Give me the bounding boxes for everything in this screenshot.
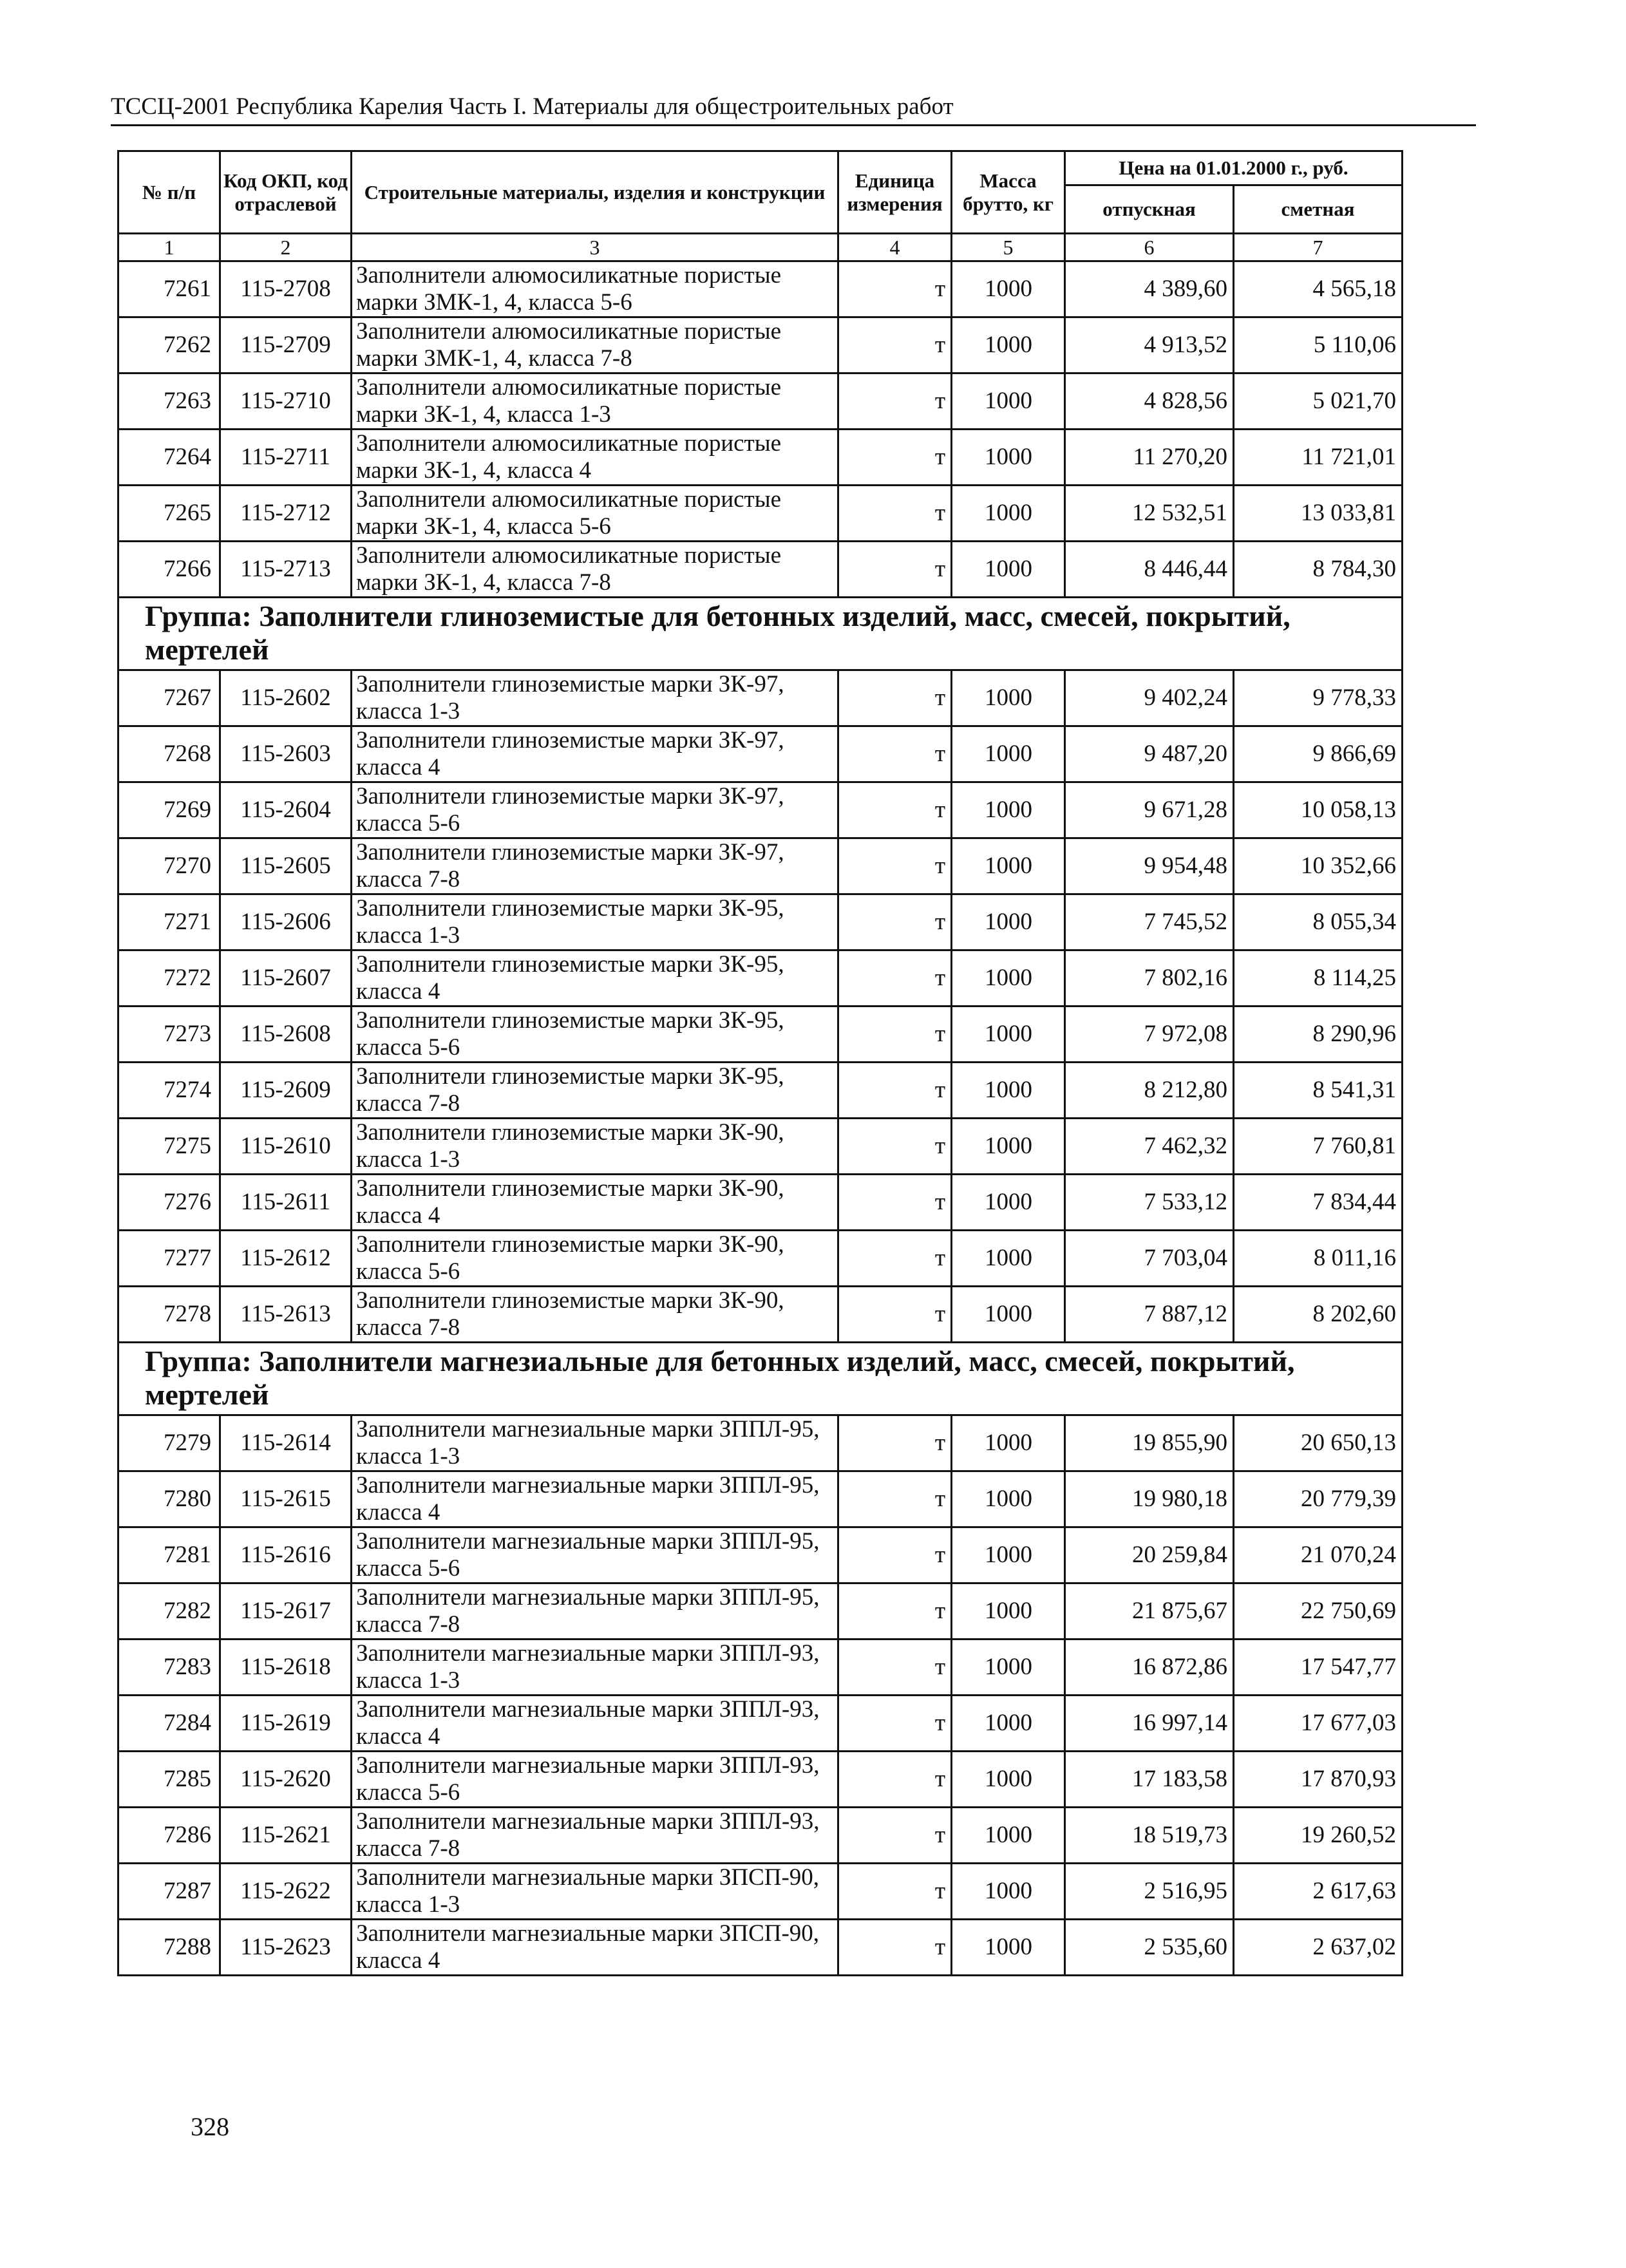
row-price-release: 7 745,52 xyxy=(1065,894,1234,950)
row-price-estimate: 2 637,02 xyxy=(1234,1920,1403,1976)
row-price-estimate: 8 114,25 xyxy=(1234,950,1403,1006)
row-mass: 1000 xyxy=(952,726,1065,782)
row-unit: т xyxy=(838,1231,952,1287)
table-row xyxy=(118,950,1403,1006)
row-price-release: 9 402,24 xyxy=(1065,670,1234,726)
row-mass: 1000 xyxy=(952,1471,1065,1527)
row-name: Заполнители алюмосиликатные пористые марки ЗМК-1, 4, класса 7-8 xyxy=(352,317,838,373)
row-code: 115-2615 xyxy=(220,1471,352,1527)
row-mass: 1000 xyxy=(952,1920,1065,1976)
row-mass: 1000 xyxy=(952,1231,1065,1287)
row-number: 7272 xyxy=(118,950,220,1006)
row-unit: т xyxy=(838,1752,952,1808)
row-unit: т xyxy=(838,894,952,950)
row-name: Заполнители магнезиальные марки ЗППЛ-95, класса 7-8 xyxy=(352,1583,838,1640)
row-name: Заполнители глиноземистые марки ЗК-95, класса 1-3 xyxy=(352,894,838,950)
row-price-estimate: 8 541,31 xyxy=(1234,1063,1403,1119)
row-number: 7269 xyxy=(118,782,220,838)
table-row xyxy=(118,1696,1403,1752)
row-price-estimate: 20 779,39 xyxy=(1234,1471,1403,1527)
row-price-estimate: 17 677,03 xyxy=(1234,1696,1403,1752)
row-price-release: 19 855,90 xyxy=(1065,1415,1234,1471)
row-unit: т xyxy=(838,838,952,894)
column-number: 5 xyxy=(952,234,1065,261)
row-price-release: 7 703,04 xyxy=(1065,1231,1234,1287)
header-price-estimate: сметная xyxy=(1234,185,1403,234)
column-number: 2 xyxy=(220,234,352,261)
row-code: 115-2619 xyxy=(220,1696,352,1752)
row-price-estimate: 8 784,30 xyxy=(1234,542,1403,598)
row-unit: т xyxy=(838,542,952,598)
row-code: 115-2609 xyxy=(220,1063,352,1119)
row-number: 7261 xyxy=(118,261,220,317)
table-row xyxy=(118,670,1403,726)
row-code: 115-2602 xyxy=(220,670,352,726)
row-mass: 1000 xyxy=(952,1175,1065,1231)
column-number: 6 xyxy=(1065,234,1234,261)
row-mass: 1000 xyxy=(952,1864,1065,1920)
row-mass: 1000 xyxy=(952,1640,1065,1696)
row-code: 115-2608 xyxy=(220,1006,352,1063)
row-unit: т xyxy=(838,1583,952,1640)
row-number: 7286 xyxy=(118,1808,220,1864)
row-price-release: 16 872,86 xyxy=(1065,1640,1234,1696)
row-code: 115-2613 xyxy=(220,1287,352,1343)
row-price-estimate: 13 033,81 xyxy=(1234,486,1403,542)
row-price-estimate: 20 650,13 xyxy=(1234,1415,1403,1471)
row-price-release: 9 487,20 xyxy=(1065,726,1234,782)
row-price-release: 7 802,16 xyxy=(1065,950,1234,1006)
row-code: 115-2603 xyxy=(220,726,352,782)
row-price-release: 7 462,32 xyxy=(1065,1119,1234,1175)
row-name: Заполнители алюмосиликатные пористые марки ЗК-1, 4, класса 1-3 xyxy=(352,373,838,430)
row-number: 7271 xyxy=(118,894,220,950)
row-name: Заполнители магнезиальные марки ЗППЛ-93, класса 5-6 xyxy=(352,1752,838,1808)
group-header-row xyxy=(118,1343,1403,1415)
row-mass: 1000 xyxy=(952,894,1065,950)
row-price-release: 8 212,80 xyxy=(1065,1063,1234,1119)
row-price-estimate: 7 760,81 xyxy=(1234,1119,1403,1175)
row-number: 7282 xyxy=(118,1583,220,1640)
row-number: 7287 xyxy=(118,1864,220,1920)
table-row xyxy=(118,1864,1403,1920)
row-name: Заполнители магнезиальные марки ЗПСП-90, класса 1-3 xyxy=(352,1864,838,1920)
row-price-estimate: 9 778,33 xyxy=(1234,670,1403,726)
row-unit: т xyxy=(838,1415,952,1471)
row-unit: т xyxy=(838,486,952,542)
row-name: Заполнители глиноземистые марки ЗК-95, класса 4 xyxy=(352,950,838,1006)
row-name: Заполнители магнезиальные марки ЗППЛ-95, класса 5-6 xyxy=(352,1527,838,1583)
row-mass: 1000 xyxy=(952,670,1065,726)
row-price-release: 7 533,12 xyxy=(1065,1175,1234,1231)
row-code: 115-2711 xyxy=(220,430,352,486)
row-mass: 1000 xyxy=(952,1006,1065,1063)
row-price-release: 19 980,18 xyxy=(1065,1471,1234,1527)
row-unit: т xyxy=(838,1063,952,1119)
row-price-release: 11 270,20 xyxy=(1065,430,1234,486)
row-price-release: 21 875,67 xyxy=(1065,1583,1234,1640)
row-price-estimate: 5 110,06 xyxy=(1234,317,1403,373)
table-row xyxy=(118,1175,1403,1231)
table-row xyxy=(118,373,1403,430)
row-code: 115-2607 xyxy=(220,950,352,1006)
row-code: 115-2605 xyxy=(220,838,352,894)
row-number: 7278 xyxy=(118,1287,220,1343)
table-row xyxy=(118,1231,1403,1287)
row-price-release: 4 828,56 xyxy=(1065,373,1234,430)
row-price-estimate: 22 750,69 xyxy=(1234,1583,1403,1640)
table-row xyxy=(118,542,1403,598)
row-price-estimate: 9 866,69 xyxy=(1234,726,1403,782)
row-unit: т xyxy=(838,782,952,838)
row-price-release: 2 535,60 xyxy=(1065,1920,1234,1976)
header-price-release: отпускная xyxy=(1065,185,1234,234)
row-mass: 1000 xyxy=(952,838,1065,894)
row-name: Заполнители глиноземистые марки ЗК-90, класса 1-3 xyxy=(352,1119,838,1175)
row-number: 7274 xyxy=(118,1063,220,1119)
row-mass: 1000 xyxy=(952,1063,1065,1119)
row-mass: 1000 xyxy=(952,950,1065,1006)
row-mass: 1000 xyxy=(952,373,1065,430)
row-mass: 1000 xyxy=(952,486,1065,542)
table-row xyxy=(118,1583,1403,1640)
row-price-estimate: 10 352,66 xyxy=(1234,838,1403,894)
row-number: 7284 xyxy=(118,1696,220,1752)
row-number: 7283 xyxy=(118,1640,220,1696)
row-unit: т xyxy=(838,1696,952,1752)
row-price-estimate: 8 011,16 xyxy=(1234,1231,1403,1287)
row-unit: т xyxy=(838,1119,952,1175)
row-code: 115-2713 xyxy=(220,542,352,598)
table-row xyxy=(118,1119,1403,1175)
row-code: 115-2614 xyxy=(220,1415,352,1471)
row-unit: т xyxy=(838,1287,952,1343)
group-header-row xyxy=(118,598,1403,670)
row-number: 7267 xyxy=(118,670,220,726)
row-mass: 1000 xyxy=(952,1583,1065,1640)
column-number: 4 xyxy=(838,234,952,261)
table-row xyxy=(118,1808,1403,1864)
table-row xyxy=(118,1471,1403,1527)
row-code: 115-2709 xyxy=(220,317,352,373)
header-mass: Масса брутто, кг xyxy=(952,151,1065,234)
row-mass: 1000 xyxy=(952,1287,1065,1343)
row-name: Заполнители магнезиальные марки ЗППЛ-95, класса 1-3 xyxy=(352,1415,838,1471)
row-code: 115-2604 xyxy=(220,782,352,838)
row-price-estimate: 8 055,34 xyxy=(1234,894,1403,950)
row-mass: 1000 xyxy=(952,317,1065,373)
row-price-release: 7 972,08 xyxy=(1065,1006,1234,1063)
row-number: 7264 xyxy=(118,430,220,486)
header-num: № п/п xyxy=(118,151,220,234)
row-price-release: 2 516,95 xyxy=(1065,1864,1234,1920)
row-name: Заполнители алюмосиликатные пористые марки ЗК-1, 4, класса 5-6 xyxy=(352,486,838,542)
table-row xyxy=(118,1415,1403,1471)
row-price-release: 8 446,44 xyxy=(1065,542,1234,598)
table-row xyxy=(118,894,1403,950)
row-price-estimate: 7 834,44 xyxy=(1234,1175,1403,1231)
row-code: 115-2710 xyxy=(220,373,352,430)
row-price-release: 7 887,12 xyxy=(1065,1287,1234,1343)
row-name: Заполнители глиноземистые марки ЗК-97, класса 7-8 xyxy=(352,838,838,894)
header-name: Строительные материалы, изделия и конструкции xyxy=(352,151,838,234)
row-mass: 1000 xyxy=(952,1527,1065,1583)
row-code: 115-2708 xyxy=(220,261,352,317)
table-row xyxy=(118,838,1403,894)
row-unit: т xyxy=(838,430,952,486)
row-mass: 1000 xyxy=(952,430,1065,486)
group-label: Группа: xyxy=(145,1345,252,1377)
row-name: Заполнители глиноземистые марки ЗК-95, класса 7-8 xyxy=(352,1063,838,1119)
table-row xyxy=(118,261,1403,317)
row-number: 7276 xyxy=(118,1175,220,1231)
row-number: 7285 xyxy=(118,1752,220,1808)
row-number: 7277 xyxy=(118,1231,220,1287)
table-row xyxy=(118,1287,1403,1343)
row-price-release: 9 954,48 xyxy=(1065,838,1234,894)
row-price-estimate: 11 721,01 xyxy=(1234,430,1403,486)
row-name: Заполнители глиноземистые марки ЗК-90, класса 5-6 xyxy=(352,1231,838,1287)
row-name: Заполнители глиноземистые марки ЗК-97, класса 5-6 xyxy=(352,782,838,838)
table-row xyxy=(118,1752,1403,1808)
row-unit: т xyxy=(838,1527,952,1583)
row-price-release: 18 519,73 xyxy=(1065,1808,1234,1864)
row-number: 7265 xyxy=(118,486,220,542)
row-code: 115-2620 xyxy=(220,1752,352,1808)
row-unit: т xyxy=(838,726,952,782)
row-code: 115-2610 xyxy=(220,1119,352,1175)
group-title: Заполнители глиноземистые для бетонных изделий, масс, смесей, покрытий, мертелей xyxy=(145,600,1290,666)
row-price-release: 4 389,60 xyxy=(1065,261,1234,317)
row-mass: 1000 xyxy=(952,1752,1065,1808)
row-unit: т xyxy=(838,1471,952,1527)
row-name: Заполнители глиноземистые марки ЗК-90, класса 4 xyxy=(352,1175,838,1231)
row-unit: т xyxy=(838,1864,952,1920)
row-mass: 1000 xyxy=(952,1696,1065,1752)
row-number: 7262 xyxy=(118,317,220,373)
row-price-estimate: 5 021,70 xyxy=(1234,373,1403,430)
row-code: 115-2622 xyxy=(220,1864,352,1920)
row-price-release: 9 671,28 xyxy=(1065,782,1234,838)
row-mass: 1000 xyxy=(952,1415,1065,1471)
row-number: 7275 xyxy=(118,1119,220,1175)
table-row xyxy=(118,317,1403,373)
row-price-release: 20 259,84 xyxy=(1065,1527,1234,1583)
row-code: 115-2606 xyxy=(220,894,352,950)
row-price-release: 16 997,14 xyxy=(1065,1696,1234,1752)
row-name: Заполнители алюмосиликатные пористые марки ЗК-1, 4, класса 4 xyxy=(352,430,838,486)
row-price-estimate: 17 547,77 xyxy=(1234,1640,1403,1696)
row-name: Заполнители магнезиальные марки ЗПСП-90, класса 4 xyxy=(352,1920,838,1976)
row-price-estimate: 10 058,13 xyxy=(1234,782,1403,838)
header-unit: Единица измерения xyxy=(838,151,952,234)
header-code: Код ОКП, код отраслевой xyxy=(220,151,352,234)
row-name: Заполнители магнезиальные марки ЗППЛ-93, класса 1-3 xyxy=(352,1640,838,1696)
row-name: Заполнители магнезиальные марки ЗППЛ-93, класса 7-8 xyxy=(352,1808,838,1864)
row-price-release: 4 913,52 xyxy=(1065,317,1234,373)
row-code: 115-2623 xyxy=(220,1920,352,1976)
table-body xyxy=(118,261,1403,1976)
row-name: Заполнители глиноземистые марки ЗК-97, класса 1-3 xyxy=(352,670,838,726)
row-number: 7273 xyxy=(118,1006,220,1063)
row-mass: 1000 xyxy=(952,1808,1065,1864)
row-unit: т xyxy=(838,317,952,373)
row-name: Заполнители глиноземистые марки ЗК-97, класса 4 xyxy=(352,726,838,782)
row-number: 7263 xyxy=(118,373,220,430)
row-price-estimate: 19 260,52 xyxy=(1234,1808,1403,1864)
row-unit: т xyxy=(838,950,952,1006)
row-unit: т xyxy=(838,1175,952,1231)
row-number: 7280 xyxy=(118,1471,220,1527)
row-number: 7281 xyxy=(118,1527,220,1583)
table-row xyxy=(118,1527,1403,1583)
row-mass: 1000 xyxy=(952,782,1065,838)
row-code: 115-2712 xyxy=(220,486,352,542)
row-code: 115-2618 xyxy=(220,1640,352,1696)
group-header xyxy=(118,598,1403,670)
table-row xyxy=(118,782,1403,838)
column-number: 7 xyxy=(1234,234,1403,261)
row-code: 115-2621 xyxy=(220,1808,352,1864)
row-mass: 1000 xyxy=(952,1119,1065,1175)
group-label: Группа: xyxy=(145,600,252,632)
row-name: Заполнители магнезиальные марки ЗППЛ-93, класса 4 xyxy=(352,1696,838,1752)
table-row xyxy=(118,430,1403,486)
row-unit: т xyxy=(838,1640,952,1696)
row-price-estimate: 8 202,60 xyxy=(1234,1287,1403,1343)
page-header: ТССЦ-2001 Республика Карелия Часть I. Материалы для общестроительных работ xyxy=(111,93,954,120)
row-price-release: 12 532,51 xyxy=(1065,486,1234,542)
row-unit: т xyxy=(838,261,952,317)
row-mass: 1000 xyxy=(952,261,1065,317)
row-code: 115-2611 xyxy=(220,1175,352,1231)
row-number: 7279 xyxy=(118,1415,220,1471)
row-unit: т xyxy=(838,1808,952,1864)
row-price-estimate: 8 290,96 xyxy=(1234,1006,1403,1063)
row-price-estimate: 21 070,24 xyxy=(1234,1527,1403,1583)
row-name: Заполнители алюмосиликатные пористые марки ЗК-1, 4, класса 7-8 xyxy=(352,542,838,598)
row-name: Заполнители глиноземистые марки ЗК-95, класса 5-6 xyxy=(352,1006,838,1063)
row-code: 115-2617 xyxy=(220,1583,352,1640)
row-number: 7266 xyxy=(118,542,220,598)
page-number: 328 xyxy=(191,2112,229,2141)
table-row xyxy=(118,1063,1403,1119)
table-row xyxy=(118,486,1403,542)
group-title: Заполнители магнезиальные для бетонных изделий, масс, смесей, покрытий, мертелей xyxy=(145,1345,1295,1411)
price-table xyxy=(117,150,1403,1976)
header-price-group: Цена на 01.01.2000 г., руб. xyxy=(1065,151,1403,185)
row-code: 115-2612 xyxy=(220,1231,352,1287)
row-mass: 1000 xyxy=(952,542,1065,598)
header-divider xyxy=(111,124,1476,126)
row-unit: т xyxy=(838,373,952,430)
row-unit: т xyxy=(838,1920,952,1976)
row-price-estimate: 4 565,18 xyxy=(1234,261,1403,317)
row-unit: т xyxy=(838,1006,952,1063)
row-name: Заполнители алюмосиликатные пористые марки ЗМК-1, 4, класса 5-6 xyxy=(352,261,838,317)
row-code: 115-2616 xyxy=(220,1527,352,1583)
table-row xyxy=(118,1920,1403,1976)
table-row xyxy=(118,1640,1403,1696)
column-number: 3 xyxy=(352,234,838,261)
row-number: 7268 xyxy=(118,726,220,782)
row-price-estimate: 2 617,63 xyxy=(1234,1864,1403,1920)
row-unit: т xyxy=(838,670,952,726)
row-name: Заполнители глиноземистые марки ЗК-90, класса 7-8 xyxy=(352,1287,838,1343)
row-number: 7270 xyxy=(118,838,220,894)
row-name: Заполнители магнезиальные марки ЗППЛ-95, класса 4 xyxy=(352,1471,838,1527)
table-row xyxy=(118,1006,1403,1063)
table-row xyxy=(118,726,1403,782)
row-price-release: 17 183,58 xyxy=(1065,1752,1234,1808)
row-number: 7288 xyxy=(118,1920,220,1976)
group-header xyxy=(118,1343,1403,1415)
row-price-estimate: 17 870,93 xyxy=(1234,1752,1403,1808)
column-number: 1 xyxy=(118,234,220,261)
